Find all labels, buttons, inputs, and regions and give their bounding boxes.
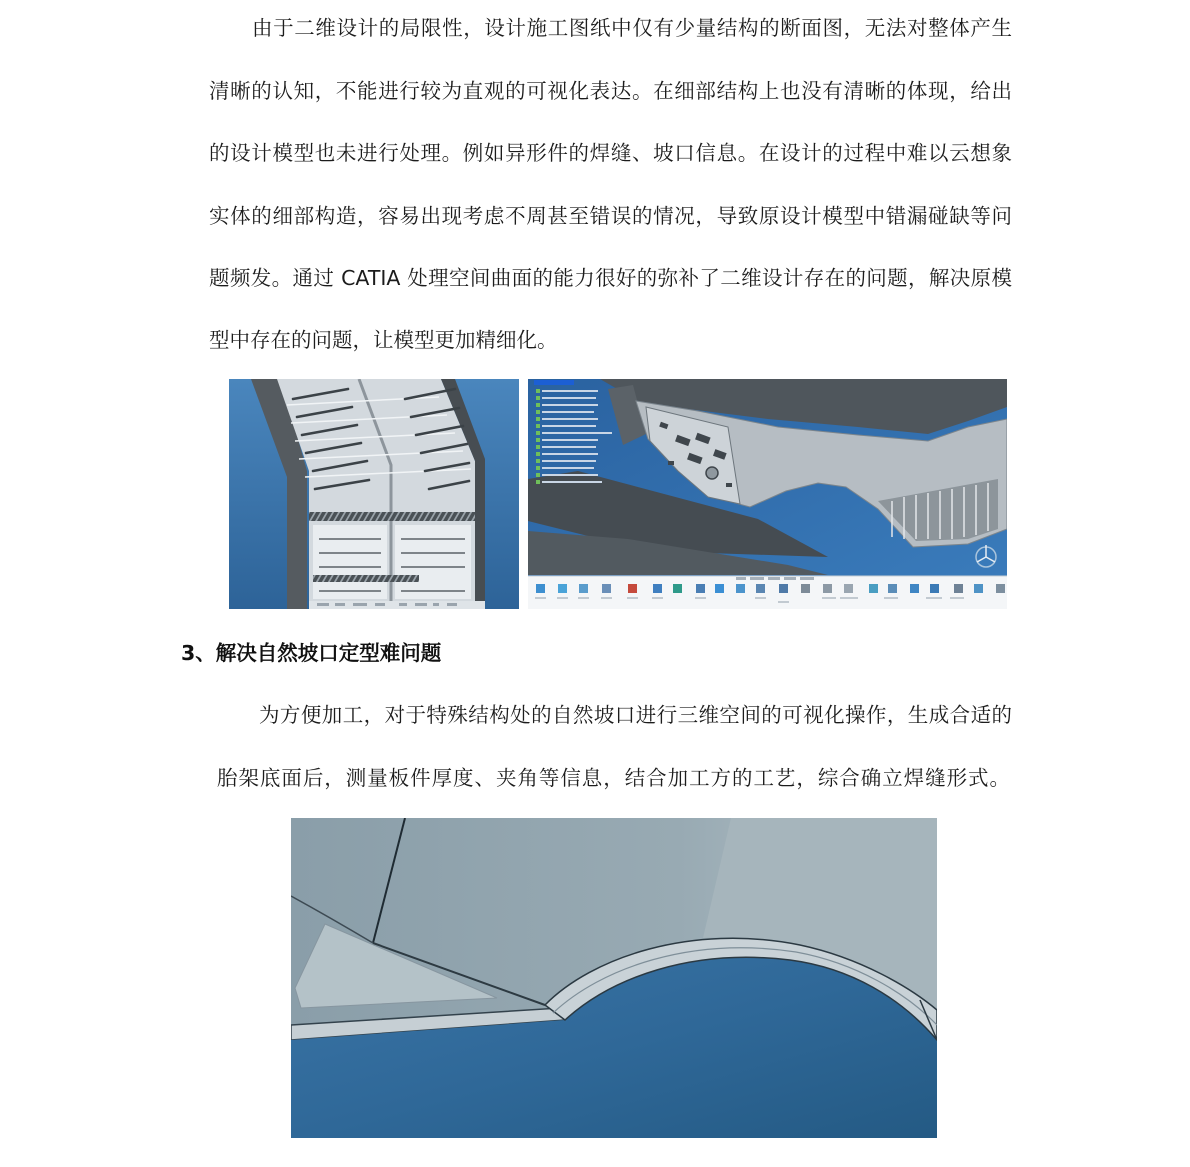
redo-icon <box>628 584 637 593</box>
toolbar-icon <box>930 584 939 593</box>
zoom-icon <box>756 584 765 593</box>
section-heading: 3、解决自然坡口定型难问题 <box>181 641 442 665</box>
toolbar-icon <box>910 584 919 593</box>
toolbar-icon <box>888 584 897 593</box>
paragraph-1-line-2: 清晰的认知，不能进行较为直观的可视化表达。在细部结构上也没有清晰的体现，给出 <box>209 79 1012 103</box>
paragraph-2-line-1: 为方便加工，对于特殊结构处的自然坡口进行三维空间的可视化操作，生成合适的 <box>259 703 1012 727</box>
lower-plate-right <box>395 525 471 599</box>
normal-view-icon <box>779 584 788 593</box>
paste-icon <box>579 584 588 593</box>
hatched-band <box>309 512 475 521</box>
hatched-band <box>313 575 419 582</box>
fit-all-icon <box>696 584 705 593</box>
toolbar-icon <box>974 584 983 593</box>
paragraph-2-line-2: 胎架底面后，测量板件厚度、夹角等信息，结合加工方的工艺，综合确立焊缝形式。 <box>217 766 1010 790</box>
hide-show-icon <box>801 584 810 593</box>
tree-node-selected <box>534 380 574 385</box>
section-icon <box>844 584 853 593</box>
figure-cad-assembly-view <box>528 379 1007 609</box>
pan-icon <box>715 584 724 593</box>
copy-icon <box>558 584 567 593</box>
figure-groove-closeup <box>291 818 937 1138</box>
measure-icon <box>653 584 662 593</box>
toolbar-icon <box>996 584 1005 593</box>
figure-cad-deck-view <box>229 379 519 609</box>
lower-plate-left <box>313 525 387 599</box>
gusset-hole <box>706 467 718 479</box>
cut-icon <box>536 584 545 593</box>
paragraph-1-line-4: 实体的细部构造，容易出现考虑不周甚至错误的情况，导致原设计模型中错漏碰缺等问 <box>209 204 1012 228</box>
toolbar-icon <box>954 584 963 593</box>
paragraph-1-line-1: 由于二维设计的局限性，设计施工图纸中仅有少量结构的断面图，无法对整体产生 <box>252 16 1012 40</box>
paragraph-1-line-3: 的设计模型也未进行处理。例如异形件的焊缝、坡口信息。在设计的过程中难以云想象 <box>209 141 1012 165</box>
fly-icon <box>673 584 682 593</box>
paragraph-1-line-6: 型中存在的问题，让模型更加精细化。 <box>209 328 558 352</box>
paragraph-1-line-5: 题频发。通过 CATIA 处理空间曲面的能力很好的弥补了二维设计存在的问题，解决原模 <box>209 266 1012 290</box>
toolbar-icon <box>869 584 878 593</box>
render-icon <box>823 584 832 593</box>
undo-icon <box>602 584 611 593</box>
rotate-icon <box>736 584 745 593</box>
